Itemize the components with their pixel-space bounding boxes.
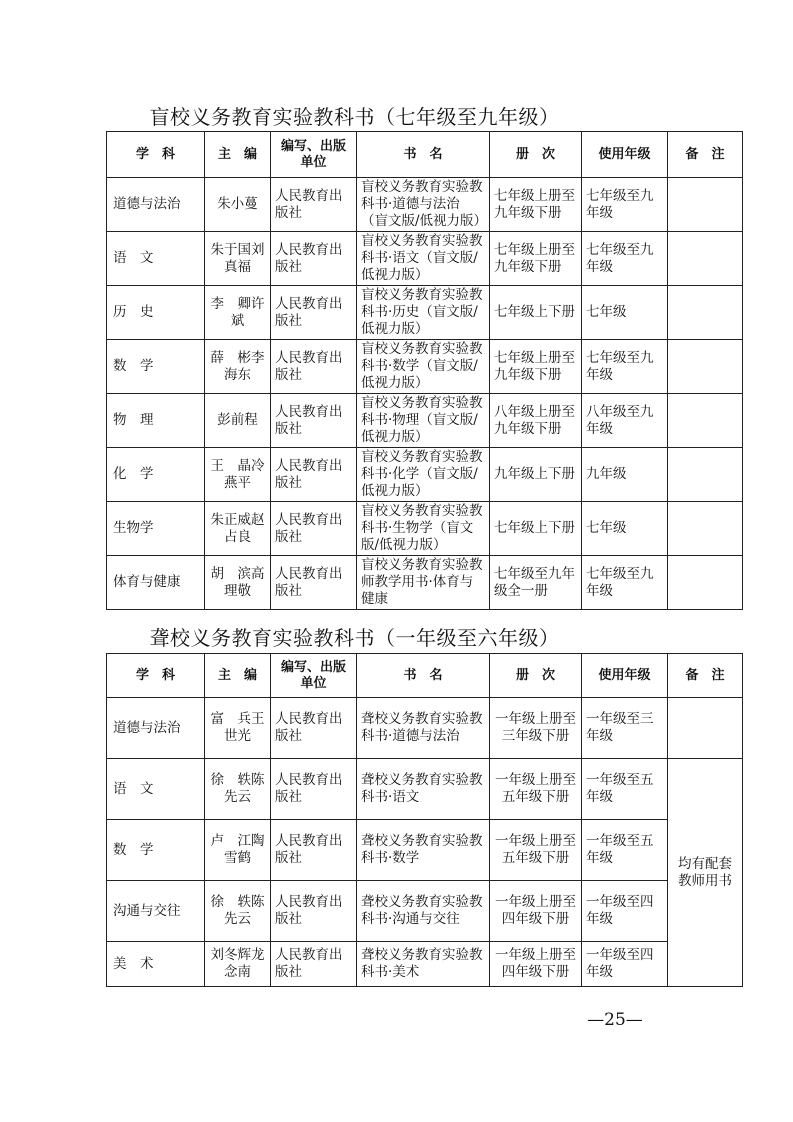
cell-publisher: 人民教育出版社: [271, 759, 357, 820]
cell-publisher: 人民教育出版社: [271, 286, 357, 340]
cell-volume: 一年级上册至三年级下册: [490, 698, 582, 759]
cell-book: 盲校义务教育实验教科书·化学（盲文版/低视力版）: [357, 448, 490, 502]
header-subject: 学 科: [107, 654, 205, 698]
cell-note-merged: 均有配套教师用书: [668, 759, 743, 987]
cell-volume: 七年级上下册: [490, 286, 582, 340]
header-book: 书 名: [357, 132, 490, 178]
header-volume: 册 次: [490, 654, 582, 698]
cell-subject: 语 文: [107, 232, 205, 286]
cell-note-empty: [668, 698, 743, 759]
cell-grade: 一年级至五年级: [582, 820, 668, 881]
table-row: [107, 698, 743, 759]
cell-volume: 七年级上册至九年级下册: [490, 340, 582, 394]
header-publisher: 编写、出版单位: [271, 654, 357, 698]
cell-volume: 七年级至九年级全一册: [490, 556, 582, 610]
table-header-row: [107, 132, 743, 178]
cell-editor: 彭前程: [205, 394, 271, 448]
cell-subject: 沟通与交往: [107, 881, 205, 942]
cell-grade: 一年级至四年级: [582, 881, 668, 942]
table-row: [107, 178, 743, 232]
cell-publisher: 人民教育出版社: [271, 448, 357, 502]
cell-editor: 李 卿许 斌: [205, 286, 271, 340]
cell-publisher: 人民教育出版社: [271, 178, 357, 232]
cell-editor: 刘冬辉龙念南: [205, 942, 271, 987]
cell-publisher: 人民教育出版社: [271, 820, 357, 881]
table-row: [107, 340, 743, 394]
cell-publisher: 人民教育出版社: [271, 942, 357, 987]
cell-publisher: 人民教育出版社: [271, 340, 357, 394]
cell-editor: 朱正威赵占良: [205, 502, 271, 556]
cell-subject: 数 学: [107, 340, 205, 394]
table-row: [107, 759, 743, 820]
cell-book: 盲校义务教育实验教科书·数学（盲文版/低视力版）: [357, 340, 490, 394]
table-row: [107, 394, 743, 448]
cell-book: 盲校义务教育实验教科书·历史（盲文版/低视力版）: [357, 286, 490, 340]
cell-editor: 富 兵王世光: [205, 698, 271, 759]
table-header-row: [107, 654, 743, 698]
header-book: 书 名: [357, 654, 490, 698]
header-subject: 学 科: [107, 132, 205, 178]
header-grade: 使用年级: [582, 132, 668, 178]
cell-volume: 七年级上册至九年级下册: [490, 178, 582, 232]
cell-grade: 七年级至九年级: [582, 340, 668, 394]
cell-editor: 徐 轶陈先云: [205, 881, 271, 942]
table-row: [107, 232, 743, 286]
cell-grade: 七年级至九年级: [582, 178, 668, 232]
cell-grade: 七年级至九年级: [582, 232, 668, 286]
cell-note: [668, 340, 743, 394]
cell-grade: 七年级至九年级: [582, 556, 668, 610]
cell-grade: 一年级至五年级: [582, 759, 668, 820]
cell-subject: 物 理: [107, 394, 205, 448]
header-editor: 主 编: [205, 654, 271, 698]
cell-book: 聋校义务教育实验教科书·沟通与交往: [357, 881, 490, 942]
table-row: [107, 286, 743, 340]
cell-editor: 胡 滨高理敬: [205, 556, 271, 610]
blind-school-textbook-table: [106, 131, 743, 610]
cell-publisher: 人民教育出版社: [271, 502, 357, 556]
cell-book: 聋校义务教育实验教科书·美术: [357, 942, 490, 987]
cell-editor: 卢 江陶雪鹤: [205, 820, 271, 881]
cell-subject: 历 史: [107, 286, 205, 340]
page-number: —25—: [587, 1010, 643, 1030]
cell-editor: 朱小蔓: [205, 178, 271, 232]
cell-grade: 一年级至四年级: [582, 942, 668, 987]
cell-volume: 一年级上册至四年级下册: [490, 942, 582, 987]
deaf-school-textbook-table: [106, 653, 743, 987]
cell-volume: 七年级上册至九年级下册: [490, 232, 582, 286]
header-publisher: 编写、出版单位: [271, 132, 357, 178]
section2-title: 聋校义务教育实验教科书（一年级至六年级）: [149, 626, 560, 650]
cell-note: [668, 286, 743, 340]
cell-editor: 王 晶冷燕平: [205, 448, 271, 502]
cell-grade: 九年级: [582, 448, 668, 502]
cell-book: 盲校义务教育实验教科书·道德与法治（盲文版/低视力版）: [357, 178, 490, 232]
cell-subject: 生物学: [107, 502, 205, 556]
header-grade: 使用年级: [582, 654, 668, 698]
cell-note: [668, 448, 743, 502]
cell-publisher: 人民教育出版社: [271, 698, 357, 759]
cell-volume: 七年级上下册: [490, 502, 582, 556]
header-editor: 主 编: [205, 132, 271, 178]
cell-subject: 道德与法治: [107, 698, 205, 759]
cell-note: [668, 502, 743, 556]
cell-editor: 薛 彬李海东: [205, 340, 271, 394]
cell-publisher: 人民教育出版社: [271, 232, 357, 286]
cell-grade: 七年级: [582, 502, 668, 556]
header-note: 备 注: [668, 132, 743, 178]
table-row: [107, 942, 743, 987]
cell-book: 聋校义务教育实验教科书·数学: [357, 820, 490, 881]
cell-volume: 一年级上册至四年级下册: [490, 881, 582, 942]
cell-subject: 道德与法治: [107, 178, 205, 232]
cell-volume: 一年级上册至五年级下册: [490, 759, 582, 820]
cell-book: 聋校义务教育实验教科书·语文: [357, 759, 490, 820]
cell-publisher: 人民教育出版社: [271, 556, 357, 610]
table-row: [107, 502, 743, 556]
cell-book: 盲校义务教育实验教科书·语文（盲文版/低视力版）: [357, 232, 490, 286]
cell-volume: 八年级上册至九年级下册: [490, 394, 582, 448]
cell-volume: 一年级上册至五年级下册: [490, 820, 582, 881]
table-row: [107, 556, 743, 610]
cell-note: [668, 394, 743, 448]
cell-editor: 徐 轶陈先云: [205, 759, 271, 820]
cell-grade: 七年级: [582, 286, 668, 340]
cell-subject: 体育与健康: [107, 556, 205, 610]
cell-book: 盲校义务教育实验教科书·生物学（盲文版/低视力版）: [357, 502, 490, 556]
cell-book: 聋校义务教育实验教科书·道德与法治: [357, 698, 490, 759]
table-row: [107, 881, 743, 942]
header-note: 备 注: [668, 654, 743, 698]
cell-publisher: 人民教育出版社: [271, 394, 357, 448]
cell-book: 盲校义务教育实验教科书·物理（盲文版/低视力版）: [357, 394, 490, 448]
cell-note: [668, 556, 743, 610]
cell-note: [668, 178, 743, 232]
cell-publisher: 人民教育出版社: [271, 881, 357, 942]
cell-note: [668, 232, 743, 286]
section1-title: 盲校义务教育实验教科书（七年级至九年级）: [149, 105, 560, 129]
cell-subject: 数 学: [107, 820, 205, 881]
cell-grade: 一年级至三年级: [582, 698, 668, 759]
cell-editor: 朱于国刘真福: [205, 232, 271, 286]
cell-book: 盲校义务教育实验教师教学用书·体育与健康: [357, 556, 490, 610]
cell-grade: 八年级至九年级: [582, 394, 668, 448]
cell-subject: 语 文: [107, 759, 205, 820]
cell-volume: 九年级上下册: [490, 448, 582, 502]
cell-subject: 美 术: [107, 942, 205, 987]
header-volume: 册 次: [490, 132, 582, 178]
cell-subject: 化 学: [107, 448, 205, 502]
table-row: [107, 820, 743, 881]
table-row: [107, 448, 743, 502]
